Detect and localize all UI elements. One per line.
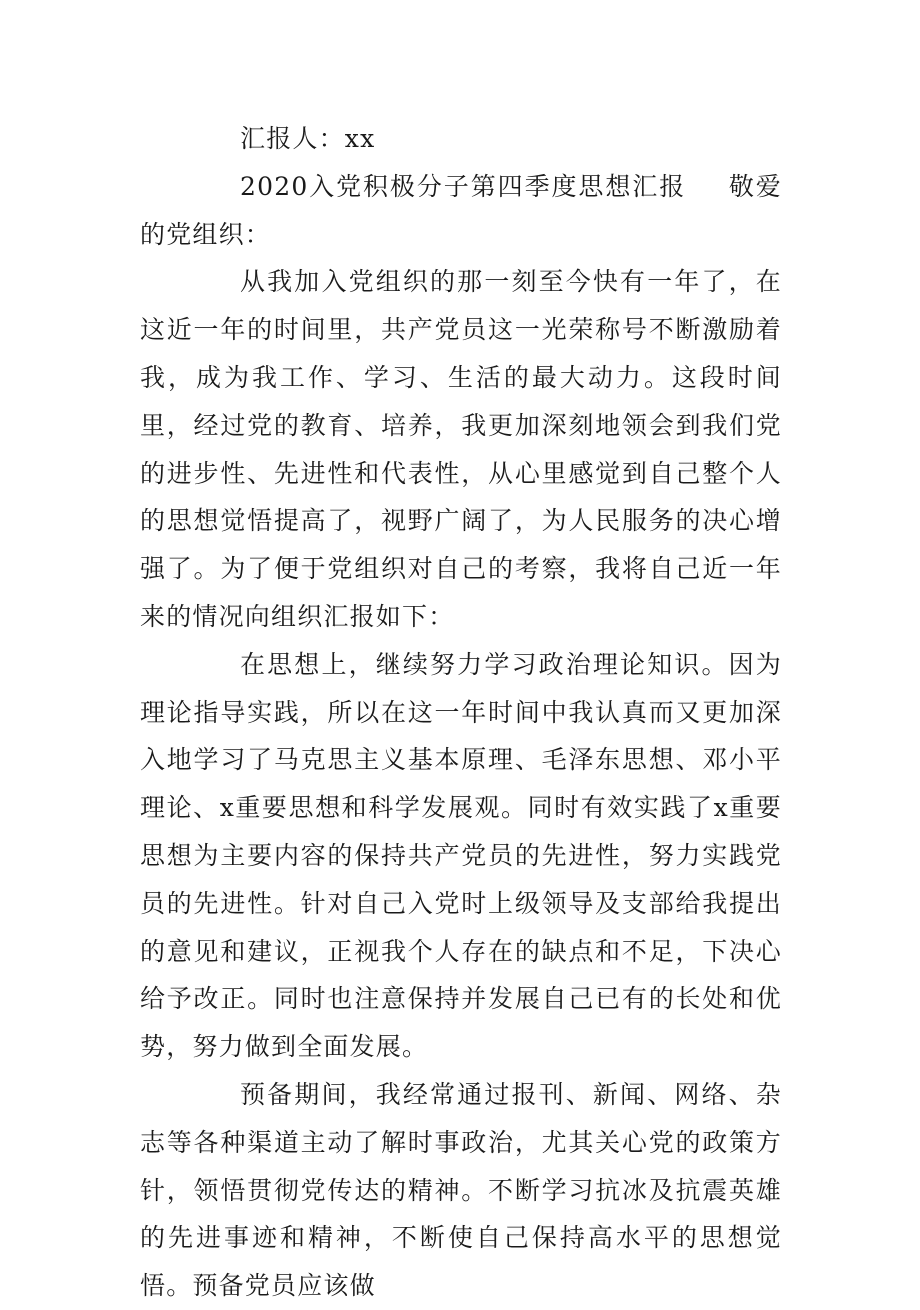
salutation: 敬爱的党组织： [140, 171, 782, 249]
document-title: 2020入党积极分子第四季度思想汇报 [240, 171, 687, 201]
document-body [140, 115, 782, 1310]
title-salutation-line [140, 163, 782, 259]
paragraph-1: 从我加入党组织的那一刻至今快有一年了，在这近一年的时间里，共产党员这一光荣称号不断激励着我，成为我工作、学习、生活的最大动力。这段时间里，经过党的教育、培养，我更加深刻地领会到我们党的进步性、先进性和代表性，从心里感觉到自己整个人的思想觉悟提高了，视野广阔了，为人民服务的决心增强了。为了便于党组织对自己的考察，我将自己近一年来的情况向组织汇报如下： [140, 267, 782, 631]
paragraph-2: 在思想上，继续努力学习政治理论知识。因为理论指导实践，所以在这一年时间中我认真而又更加深入地学习了马克思主义基本原理、毛泽东思想、邓小平理论、x重要思想和科学发展观。同时有效实践了x重要思想为主要内容的保持共产党员的先进性，努力实践党员的先进性。针对自己入党时上级领导及支部给我提出的意见和建议，正视我个人存在的缺点和不足，下决心给予改正。同时也注意保持并发展自己已有的长处和优势，努力做到全面发展。 [140, 649, 782, 1062]
reporter-line: 汇报人：xx [240, 124, 376, 153]
paragraph-3: 预备期间，我经常通过报刊、新闻、网络、杂志等各种渠道主动了解时事政治，尤其关心党的政策方针，领悟贯彻党传达的精神。不断学习抗冰及抗震英雄的先进事迹和精神，不断使自己保持高水平的思想觉悟。预备党员应该做 [140, 1079, 782, 1301]
